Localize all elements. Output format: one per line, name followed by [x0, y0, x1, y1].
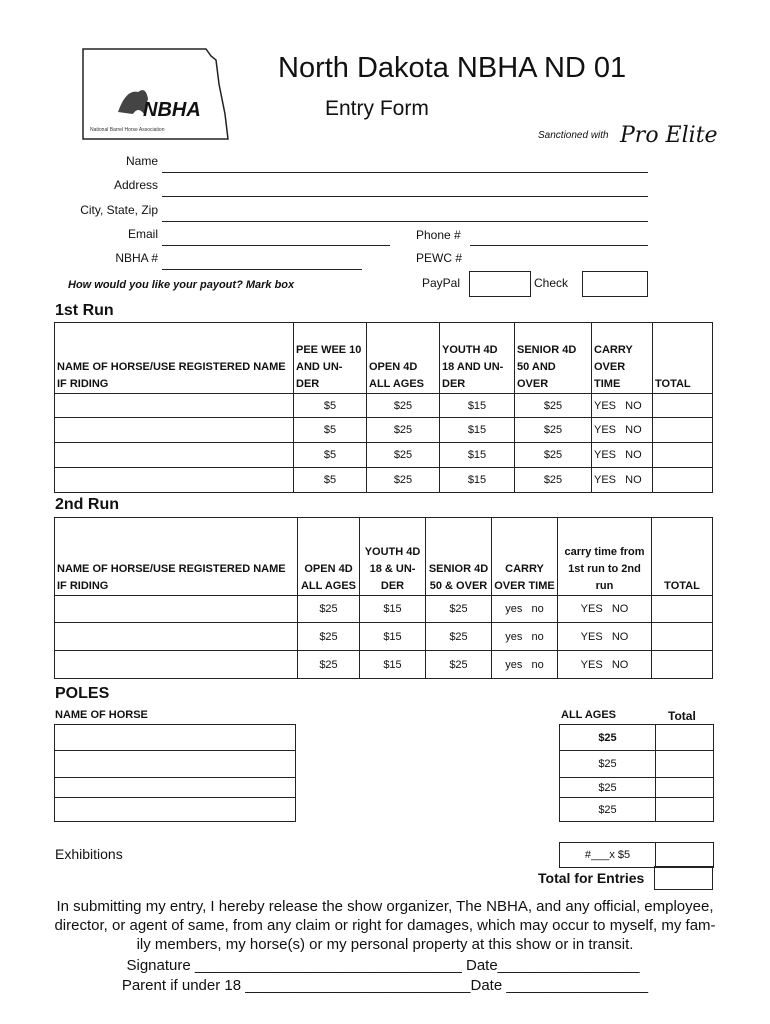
total-cell[interactable] [656, 751, 714, 778]
poles-name-table [54, 724, 296, 822]
poles-horse-cell[interactable] [55, 798, 296, 822]
total-cell[interactable] [656, 725, 714, 751]
email-field[interactable] [162, 245, 390, 246]
run1-h-senior: SENIOR 4D 50 AND OVER [515, 323, 592, 394]
page-title: North Dakota NBHA ND 01 [278, 52, 627, 84]
total-cell[interactable] [653, 394, 713, 418]
horse-name-cell[interactable] [55, 418, 294, 443]
total-cell[interactable] [652, 623, 713, 651]
price-cell: $25 [426, 651, 492, 679]
total-cell[interactable] [653, 418, 713, 443]
price-cell: $25 [515, 418, 592, 443]
run1-header-row [55, 323, 713, 394]
name-label: Name [125, 154, 158, 168]
table-row [55, 394, 713, 418]
poles-title: POLES [55, 685, 110, 702]
city-label: City, State, Zip [80, 203, 158, 217]
city-field[interactable] [162, 221, 648, 222]
price-cell: $5 [294, 418, 367, 443]
price-cell: $25 [515, 394, 592, 418]
exhibition-total[interactable] [656, 843, 714, 868]
nbha-field[interactable] [162, 269, 362, 270]
page-subtitle: Entry Form [325, 97, 429, 120]
address-label: Address [113, 178, 158, 192]
nbha-logo [78, 44, 238, 144]
name-field[interactable] [162, 172, 648, 173]
carry-yes-no[interactable]: yes no [492, 596, 558, 623]
run1-h-peewee: PEE WEE 10 AND UN-DER [294, 323, 367, 394]
price-cell: $25 [367, 418, 440, 443]
carry-yes-no[interactable]: yes no [492, 651, 558, 679]
run2-header-row [55, 518, 713, 596]
run2-h-senior: SENIOR 4D 50 & OVER [426, 518, 492, 596]
table-row [55, 623, 713, 651]
phone-field[interactable] [470, 245, 648, 246]
carry-from-1st-yes-no[interactable]: YES NO [558, 651, 652, 679]
price-cell: $15 [440, 468, 515, 493]
price-cell: $25 [298, 596, 360, 623]
table-row [55, 651, 713, 679]
price-cell: $25 [560, 725, 656, 751]
signature-line[interactable]: Signature ________________________________ Date_________________ [126, 957, 640, 974]
price-cell: $15 [440, 418, 515, 443]
table-row [55, 596, 713, 623]
run2-title: 2nd Run [55, 496, 119, 513]
check-checkbox[interactable] [582, 271, 648, 297]
horse-name-cell[interactable] [55, 651, 298, 679]
table-row [55, 418, 713, 443]
price-cell: $25 [560, 751, 656, 778]
carry-yes-no[interactable]: YES NO [592, 418, 653, 443]
horse-name-cell[interactable] [55, 394, 294, 418]
price-cell: $5 [294, 468, 367, 493]
poles-all-ages-header: ALL AGES [561, 709, 617, 721]
price-cell: $15 [360, 623, 426, 651]
carry-yes-no[interactable]: YES NO [592, 468, 653, 493]
price-cell: $25 [298, 651, 360, 679]
table-row [55, 443, 713, 468]
price-cell: $25 [367, 443, 440, 468]
check-label: Check [534, 276, 569, 290]
run2-h-total: TOTAL [652, 518, 713, 596]
run2-h-carry-from-1st: carry time from 1st run to 2nd run [558, 518, 652, 596]
total-cell[interactable] [652, 651, 713, 679]
carry-yes-no[interactable]: YES NO [592, 443, 653, 468]
price-cell: $25 [515, 468, 592, 493]
price-cell: $25 [298, 623, 360, 651]
price-cell: $15 [360, 651, 426, 679]
price-cell: $25 [367, 394, 440, 418]
total-cell[interactable] [653, 443, 713, 468]
poles-price-table [559, 724, 714, 822]
price-cell: $25 [560, 778, 656, 798]
exhibition-price[interactable]: #___x $5 [560, 843, 656, 868]
total-cell[interactable] [656, 778, 714, 798]
run2-h-carry: CARRY OVER TIME [492, 518, 558, 596]
parent-signature-line[interactable]: Parent if under 18 ___________________________Date _________________ [121, 977, 649, 994]
horse-name-cell[interactable] [55, 443, 294, 468]
horse-name-cell[interactable] [55, 596, 298, 623]
run1-h-total: TOTAL [653, 323, 713, 394]
total-entries-box[interactable] [654, 866, 713, 890]
pewc-label: PEWC # [416, 251, 463, 265]
price-cell: $15 [440, 394, 515, 418]
run1-h-youth: YOUTH 4D 18 AND UN-DER [440, 323, 515, 394]
price-cell: $25 [367, 468, 440, 493]
price-cell: $5 [294, 443, 367, 468]
price-cell: $25 [560, 798, 656, 822]
sanctioned-text: Sanctioned with [538, 130, 609, 141]
poles-horse-cell[interactable] [55, 778, 296, 798]
poles-horse-cell[interactable] [55, 751, 296, 778]
release-line-3: ily members, my horse(s) or my personal property at this show or in transit. [136, 936, 634, 953]
phone-label: Phone # [416, 228, 461, 242]
price-cell: $15 [360, 596, 426, 623]
price-cell: $5 [294, 394, 367, 418]
run1-title: 1st Run [55, 302, 114, 319]
exhibitions-label: Exhibitions [55, 846, 123, 862]
svg-text:National Barrel Horse Associat: National Barrel Horse Association [90, 127, 165, 133]
price-cell: $25 [515, 443, 592, 468]
total-cell[interactable] [652, 596, 713, 623]
paypal-checkbox[interactable] [469, 271, 531, 297]
carry-from-1st-yes-no[interactable]: YES NO [558, 596, 652, 623]
total-entries-label: Total for Entries [538, 870, 645, 886]
run1-table [54, 322, 713, 493]
paypal-label: PayPal [422, 276, 461, 290]
run2-h-youth: YOUTH 4D 18 & UN-DER [360, 518, 426, 596]
release-line-2: director, or agent of same, from any claim or right for damages, which may occur to myself, my fam- [54, 917, 716, 934]
carry-from-1st-yes-no[interactable]: YES NO [558, 623, 652, 651]
run1-h-open: OPEN 4D ALL AGES [367, 323, 440, 394]
run1-h-horse: NAME OF HORSE/USE REGISTERED NAME IF RIDING [55, 323, 294, 394]
run2-h-open: OPEN 4D ALL AGES [298, 518, 360, 596]
price-cell: $25 [426, 596, 492, 623]
release-line-1: In submitting my entry, I hereby release the show organizer, The NBHA, and any official, employee, [56, 898, 714, 915]
poles-total-header: Total [668, 709, 696, 723]
carry-yes-no[interactable]: yes no [492, 623, 558, 651]
run1-h-carry: CARRY OVER TIME [592, 323, 653, 394]
run2-table [54, 517, 713, 679]
total-cell[interactable] [656, 798, 714, 822]
nbha-label: NBHA # [115, 251, 158, 265]
exhibitions-table [559, 842, 714, 868]
price-cell: $25 [426, 623, 492, 651]
horse-name-cell[interactable] [55, 623, 298, 651]
poles-horse-cell[interactable] [55, 725, 296, 751]
nbha-logo-text: NBHA [143, 99, 201, 121]
price-cell: $15 [440, 443, 515, 468]
pro-elite-logo: Pro Elite [620, 123, 718, 148]
email-label: Email [127, 227, 158, 241]
carry-yes-no[interactable]: YES NO [592, 394, 653, 418]
poles-name-header: NAME OF HORSE [55, 709, 148, 721]
horse-name-cell[interactable] [55, 468, 294, 493]
total-cell[interactable] [653, 468, 713, 493]
payout-question: How would you like your payout? Mark box [68, 279, 295, 291]
table-row [55, 468, 713, 493]
address-field[interactable] [162, 196, 648, 197]
run2-h-horse: NAME OF HORSE/USE REGISTERED NAME IF RIDING [55, 518, 298, 596]
